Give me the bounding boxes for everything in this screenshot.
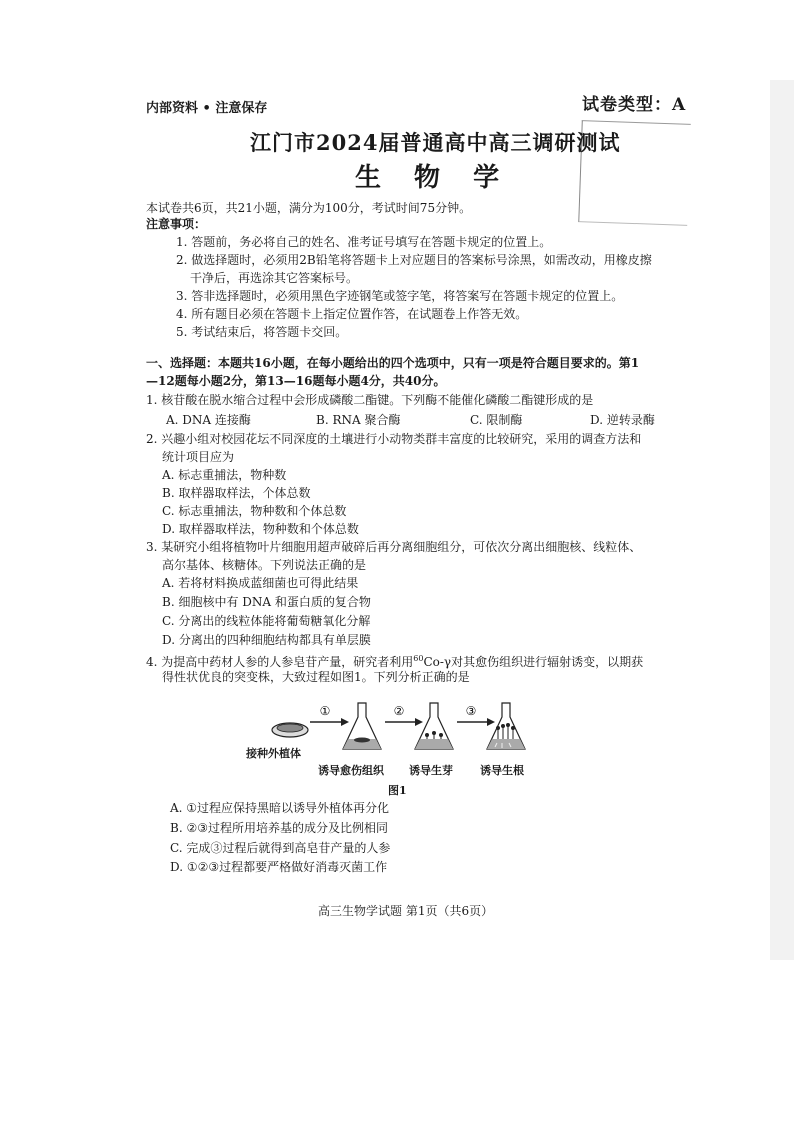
figure-label-callus: 诱导愈伤组织 (318, 764, 384, 777)
notice-item: 4. 所有题目必须在答题卡上指定位置作答，在试题卷上作答无效。 (176, 307, 528, 321)
q4-option-d: D. ①②③过程都要严格做好消毒灭菌工作 (170, 860, 388, 874)
q4-option-c: C. 完成③过程后就得到高皂苷产量的人参 (170, 841, 391, 855)
notice-item: 干净后，再选涂其它答案标号。 (190, 271, 359, 285)
figure-caption: 图1 (388, 784, 407, 797)
question-2-stem-cont: 统计项目应为 (162, 450, 235, 464)
flask-icon (343, 703, 381, 749)
q1-option-d: D. 逆转录酶 (590, 413, 655, 427)
q4-isotope-mass: 60 (413, 654, 424, 663)
q2-option-a: A. 标志重捕法，物种数 (162, 468, 287, 482)
section-heading-cont: —12题每小题2分，第13—16题每小题4分，共40分。 (146, 374, 446, 388)
q3-option-c: C. 分离出的线粒体能将葡萄糖氧化分解 (162, 614, 371, 628)
exam-title: 江门市2024届普通高中高三调研测试 (250, 130, 621, 155)
q2-option-b: B. 取样器取样法，个体总数 (162, 486, 311, 500)
notice-heading: 注意事项： (146, 217, 207, 231)
question-3-stem: 3. 某研究小组将植物叶片细胞用超声破碎后再分离细胞组分，可依次分离出细胞核、线粒体、 (146, 540, 642, 554)
question-1-stem: 1. 核苷酸在脱水缩合过程中会形成磷酸二酯键。下列酶不能催化磷酸二酯键形成的是 (146, 393, 594, 407)
q3-option-b: B. 细胞核中有 DNA 和蛋白质的复合物 (162, 595, 371, 609)
petri-dish-icon (272, 723, 308, 737)
notice-item: 2. 做选择题时，必须用2B铅笔将答题卡上对应题目的答案标号涂黑，如需改动，用橡皮擦 (176, 253, 652, 267)
intro-text: 本试卷共6页，共21小题，满分为100分，考试时间75分钟。 (146, 201, 472, 215)
arrow-icon (457, 718, 495, 726)
q4-stem-post: Co-γ对其愈伤组织进行辐射诱变，以期获 (423, 655, 644, 669)
arrow-icon (310, 718, 349, 726)
q4-stem-pre: 4. 为提高中药材人参的人参皂苷产量，研究者利用 (146, 655, 414, 669)
q1-option-c: C. 限制酶 (470, 413, 523, 427)
page-footer: 高三生物学试题 第1页（共6页） (318, 904, 494, 918)
paper-type: 试卷类型：A (582, 95, 687, 115)
figure-label-root: 诱导生根 (480, 764, 524, 777)
flask-icon (487, 703, 525, 749)
q3-option-a: A. 若将材料换成蓝细菌也可得此结果 (162, 576, 359, 590)
step-3-marker: ③ (465, 704, 477, 718)
section-heading: 一、选择题：本题共16小题，在每小题给出的四个选项中，只有一项是符合题目要求的。第1 (146, 356, 640, 370)
question-3-stem-cont: 高尔基体、核糖体。下列说法正确的是 (162, 558, 367, 572)
figure-label-shoot: 诱导生芽 (409, 764, 453, 777)
scan-edge (770, 80, 794, 960)
figure-label-explant: 接种外植体 (246, 747, 301, 760)
step-1-marker: ① (319, 704, 331, 718)
q2-option-c: C. 标志重捕法，物种数和个体总数 (162, 504, 347, 518)
step-2-marker: ② (393, 704, 405, 718)
notice-item: 5. 考试结束后，将答题卡交回。 (176, 325, 348, 339)
notice-item: 1. 答题前，务必将自己的姓名、准考证号填写在答题卡规定的位置上。 (176, 235, 552, 249)
flask-icon (415, 703, 453, 749)
question-4-stem-cont: 得性状优良的突变株，大致过程如图1。下列分析正确的是 (162, 670, 470, 684)
question-2-stem: 2. 兴趣小组对校园花坛不同深度的土壤进行小动物类群丰富度的比较研究，采用的调查方法和 (146, 432, 642, 446)
confidential-label: 内部资料 • 注意保存 (146, 101, 268, 116)
q1-option-a: A. DNA 连接酶 (166, 413, 251, 427)
arrow-icon (385, 718, 423, 726)
question-4-stem (146, 651, 643, 670)
subject-title: 生 物 学 (355, 163, 512, 193)
q4-option-b: B. ②③过程所用培养基的成分及比例相同 (170, 821, 388, 835)
q3-option-d: D. 分离出的四种细胞结构都具有单层膜 (162, 633, 371, 647)
notice-item: 3. 答非选择题时，必须用黑色字迹钢笔或签字笔，将答案写在答题卡规定的位置上。 (176, 289, 624, 303)
q4-option-a: A. ①过程应保持黑暗以诱导外植体再分化 (170, 801, 390, 815)
q1-option-b: B. RNA 聚合酶 (316, 413, 401, 427)
q2-option-d: D. 取样器取样法，物种数和个体总数 (162, 522, 359, 536)
